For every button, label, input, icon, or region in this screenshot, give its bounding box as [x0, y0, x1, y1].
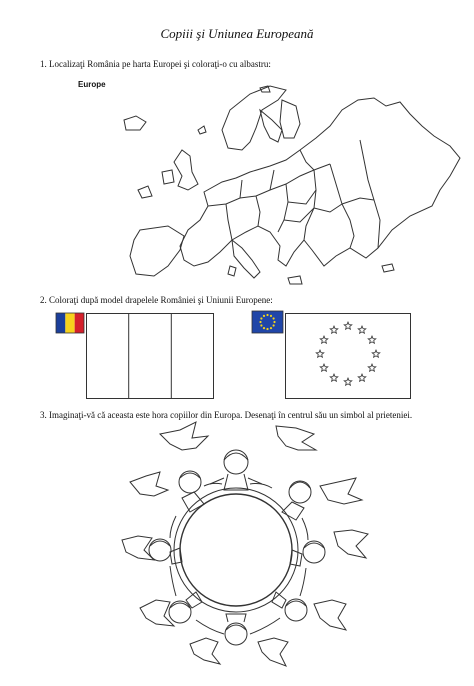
child-figure	[290, 541, 325, 566]
dove-icon	[190, 638, 220, 664]
dove-icon	[276, 426, 316, 450]
task-3-text: 3. Imaginaţi-vă că aceasta este hora copiilor din Europa. Desenaţi în centrul său un simbol al prieteniei.	[40, 410, 413, 420]
dove-icon	[258, 638, 288, 666]
romania-flag-model	[56, 313, 84, 333]
child-figure	[169, 592, 202, 623]
task-2-text: 2. Coloraţi după model drapelele României şi Uniunii Europene:	[40, 295, 273, 305]
dove-icon	[320, 478, 362, 504]
task-1-text: 1. Localizaţi România pe harta Europei şi coloraţi-o cu albastru:	[40, 59, 271, 69]
dove-icon	[130, 472, 168, 496]
map-label: Europe	[78, 80, 106, 89]
dove-icon	[334, 530, 368, 558]
eu-flag-outline[interactable]	[285, 313, 411, 399]
dove-icon	[314, 600, 346, 630]
worksheet-title: Copiii şi Uniunea Europeană	[160, 26, 314, 41]
child-figure	[282, 481, 311, 520]
central-drawing-circle	[180, 494, 292, 606]
child-figure	[225, 614, 247, 645]
eu-flag-model	[252, 311, 283, 333]
children-circle-illustration	[100, 420, 370, 670]
romania-flag-outline[interactable]	[86, 313, 214, 399]
europe-map	[110, 80, 460, 290]
dove-icon	[160, 422, 208, 450]
child-figure	[179, 471, 204, 512]
